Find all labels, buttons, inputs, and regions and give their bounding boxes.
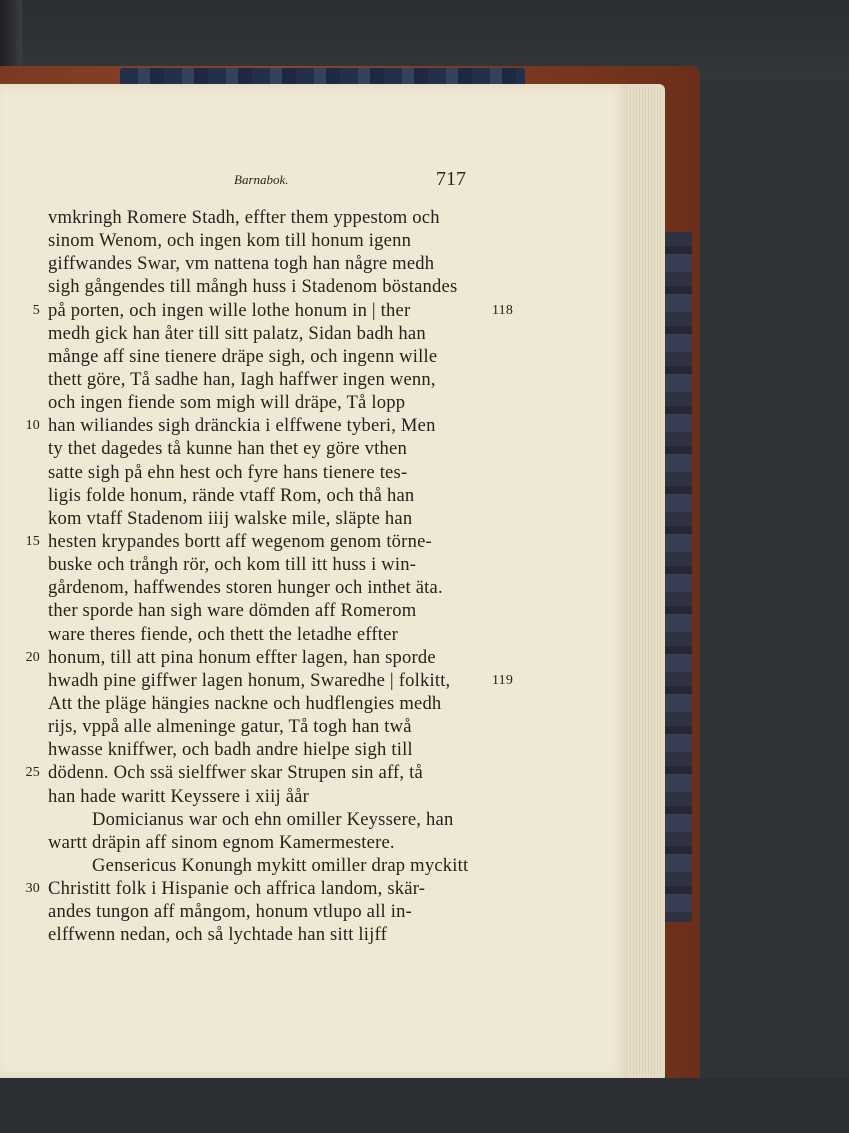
body-text — [25, 206, 514, 947]
text-line — [48, 785, 508, 808]
line-text: sinom Wenom, och ingen kom till honum igenn — [48, 230, 412, 252]
line-text: han wiliandes sigh dränckia i elffwene tyberi, Men — [48, 415, 436, 437]
text-line — [48, 507, 508, 530]
background-bottom — [0, 1078, 849, 1133]
text-line — [48, 206, 508, 229]
text-line — [48, 553, 508, 576]
text-line — [48, 368, 508, 391]
text-line — [48, 252, 508, 275]
line-text: hwadh pine giffwer lagen honum, Swaredhe | folkitt, — [48, 669, 451, 691]
line-text: Gensericus Konungh mykitt omiller drap myckitt — [92, 854, 469, 876]
text-line — [48, 391, 508, 414]
text-line — [48, 808, 508, 831]
line-text: Christitt folk i Hispanie och affrica landom, skär- — [48, 878, 426, 900]
text-line — [48, 484, 508, 507]
line-text: vmkringh Romere Stadh, effter them yppestom och — [48, 207, 440, 228]
line-text: andes tungon aff mångom, honum vtlupo all in- — [48, 901, 412, 923]
line-text: honum, till att pina honum effter lagen, han sporde — [48, 646, 436, 668]
line-text: kom vtaff Stadenom iiij walske mile, släpte han — [48, 507, 413, 529]
text-line — [48, 322, 508, 345]
text-line — [48, 715, 508, 738]
page-number: 717 — [436, 168, 466, 190]
line-text: hwasse kniffwer, och badh andre hielpe sigh till — [48, 739, 413, 761]
text-line — [48, 599, 508, 622]
text-line — [48, 831, 508, 854]
text-line — [25, 646, 508, 669]
line-text: sigh gångendes till mångh huss i Stadenom böstandes — [48, 276, 458, 298]
line-text: ligis folde honum, rände vtaff Rom, och thå han — [48, 484, 415, 506]
line-number: 25 — [25, 765, 40, 781]
text-line — [48, 854, 508, 877]
line-text: medh gick han åter till sitt palatz, Sidan badh han — [48, 322, 426, 344]
text-line — [48, 923, 508, 946]
line-number: 10 — [25, 418, 40, 434]
line-text: och ingen fiende som migh will dräpe, Tå lopp — [48, 392, 406, 414]
line-number: 20 — [25, 649, 40, 665]
text-line — [25, 877, 508, 900]
line-text: satte sigh på ehn hest och fyre hans tienere tes- — [48, 461, 408, 483]
line-text: hesten krypandes bortt aff wegenom genom törne- — [48, 530, 432, 552]
text-line — [48, 623, 508, 646]
running-head: Barnabok. — [234, 172, 289, 187]
line-text: wartt dräpin aff sinom egnom Kamermestere. — [48, 831, 395, 853]
line-text: på porten, och ingen wille lothe honum in | ther — [48, 299, 411, 321]
line-text: månge aff sine tienere dräpe sigh, och ingenn wille — [48, 345, 438, 367]
text-line — [48, 669, 514, 692]
line-text: buske och trångh rör, och kom till itt huss i win- — [48, 554, 417, 576]
line-text: dödenn. Och ssä sielffwer skar Strupen sin aff, tå — [48, 762, 423, 784]
line-number: 15 — [25, 533, 40, 549]
margin-page-reference: 119 — [492, 672, 514, 688]
margin-page-reference: 118 — [492, 302, 514, 318]
cover-marbled-edge — [664, 232, 692, 922]
text-line — [48, 900, 508, 923]
text-line — [48, 461, 508, 484]
line-text: Att the pläge hängies nackne och hudflengies medh — [48, 692, 442, 714]
line-text: ther sporde han sigh ware dömden aff Romerom — [48, 600, 417, 622]
page-header — [0, 170, 628, 194]
line-text: elffwenn nedan, och så lychtade han sitt lijff — [48, 924, 387, 946]
line-number: 30 — [25, 881, 40, 897]
line-text: rijs, vppå alle almeninge gatur, Tå togh han twå — [48, 716, 412, 738]
text-line — [32, 299, 514, 322]
text-line — [48, 738, 508, 761]
text-line — [48, 229, 508, 252]
text-line — [25, 530, 508, 553]
line-number: 5 — [32, 302, 40, 318]
text-line — [48, 692, 508, 715]
text-line — [25, 761, 508, 784]
line-text: thett göre, Tå sadhe han, Iagh haffwer ingen wenn, — [48, 368, 436, 390]
text-line — [48, 576, 508, 599]
text-line — [48, 345, 508, 368]
page-fore-edge — [628, 88, 662, 1076]
line-text: Domicianus war och ehn omiller Keyssere, han — [92, 808, 454, 830]
line-text: ware theres fiende, och thett the letadhe effter — [48, 623, 398, 645]
line-text: gårdenom, haffwendes storen hunger och inthet äta. — [48, 577, 443, 599]
line-text: ty thet dagedes tå kunne han thet ey göre vthen — [48, 438, 407, 460]
line-text: giffwandes Swar, vm nattena togh han någre medh — [48, 253, 435, 275]
text-line — [48, 437, 508, 460]
text-line — [25, 414, 508, 437]
text-line — [48, 275, 508, 298]
line-text: han hade waritt Keyssere i xiij åår — [48, 785, 310, 807]
